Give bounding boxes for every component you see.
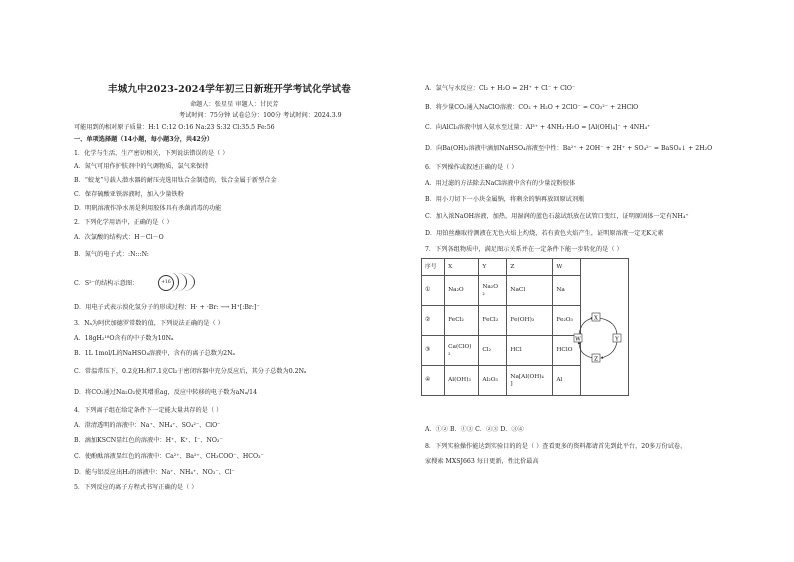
exam-title: 丰城九中2023-2024学年初三日新班开学考试化学试卷	[108, 84, 351, 95]
q4-option-d: D．能与铝反应出H₂的溶液中：Na⁺、NH₄⁺、NO₃⁻、Cl⁻	[74, 469, 235, 476]
q1-option-b: B．“蛟龙”号载人潜水器的耐压壳选用钛合金制造的，钛合金属于新型合金	[74, 177, 277, 184]
q5-option-d: D．向Ba(OH)₂溶液中滴加NaHSO₄溶液至中性：Ba²⁺ + 2OH⁻ + 2H⁺ + SO₄²⁻ = BaSO₄↓ + 2H₂O	[425, 145, 713, 152]
arrow-w-to-x	[579, 318, 593, 334]
node-y-label: Y	[615, 336, 619, 343]
table-header-cell: Y	[479, 259, 507, 276]
table-cell: Al(OH)₃	[445, 366, 479, 396]
q8-stem-continued: 家搜索 MXSJ663 每日更新，性比价最高	[425, 458, 539, 465]
q4-stem: 4．下列离子组在给定条件下一定能大量共存的是（ ）	[74, 407, 223, 414]
q5-option-b: B．将少量CO₂通入NaClO溶液：CO₂ + H₂O + 2ClO⁻ = CO₃²⁻ + 2HClO	[425, 104, 639, 111]
table-cell: Cl₂	[479, 336, 507, 366]
table-cell: ③	[422, 336, 445, 366]
table-cell: Al₂O₃	[479, 366, 507, 396]
table-header-row	[422, 259, 629, 276]
table-cell: Fe₂O₃	[553, 306, 581, 336]
q2-option-d: D．用电子式表示溴化氢分子的形成过程：H· + ·Br: ⟶ H⁺[:Br:]⁻	[74, 304, 260, 311]
node-w-label: W	[575, 336, 581, 343]
table-cell: Al	[553, 366, 581, 396]
table-cell: Na[Al(OH)₄ ]	[507, 366, 553, 396]
q7-options: A．①② B．①③ C．②③ D．③④	[425, 426, 524, 433]
q6-option-b: B．用小刀切下一小块金属钠，将剩余的钠再放回原试剂瓶	[425, 196, 585, 203]
arrow-x-to-y	[599, 318, 617, 336]
exam-authors: 命题人：张星星 审题人：甘民芳	[190, 101, 279, 108]
node-x-label: X	[594, 315, 598, 322]
node-z-label: Z	[594, 356, 598, 363]
table-header-cell: W	[553, 259, 581, 276]
table-cell: FeCl₃	[479, 306, 507, 336]
table-cell: ④	[422, 366, 445, 396]
table-cell: HClO	[553, 336, 581, 366]
q2-option-b: B．氮气的电子式：:N:::N:	[74, 251, 149, 258]
q3-option-c: C．常温常压下，0.2克H₂和7.1克Cl₂于密闭容器中充分反应后，其分子总数为0.2Nₐ	[74, 368, 307, 375]
q1-option-a: A．氮气可用作护肤剂中的气调物质，氯气来保持	[74, 163, 209, 170]
q2-stem: 2．下列化学用语中，正确的是（ ）	[74, 219, 173, 226]
table-cell: Fe(OH)₃	[507, 306, 553, 336]
q3-option-b: B．1L 1mol/L的NaHSO₄溶液中，含有的离子总数为2Nₐ	[74, 350, 235, 357]
table-cell: HCl	[507, 336, 553, 366]
table-cell: Na₂O	[445, 276, 479, 306]
q5-option-c: C．向AlCl₃溶液中加入氨水至过量：Al³⁺ + 4NH₃·H₂O = [Al(OH)₄]⁻ + 4NH₄⁺	[425, 124, 651, 131]
q4-option-c: C．使酚酞溶液显红色的溶液中：Ca²⁺、Ba²⁺、CH₃COO⁻、HCO₃⁻	[74, 453, 264, 460]
q7-stem: 7．下列各组物质中，满足图示关系并在一定条件下能一步转化的是（ ）	[425, 246, 623, 253]
diagram-cell	[581, 259, 629, 276]
table-cell: Na	[553, 276, 581, 306]
table-header-cell: X	[445, 259, 479, 276]
table-cell: ②	[422, 306, 445, 336]
exam-meta: 考试时间：75分钟 试卷总分：100分 考试时间：2024.3.9	[179, 112, 342, 119]
q8-stem: 8．下列实验操作能达到实验目的的是（ ）查看更多的资料都请首先到此平台，20多万份试卷，	[425, 443, 687, 450]
q5-option-a: A．氯气与水反应：Cl₂ + H₂O = 2H⁺ + Cl⁻ + ClO⁻	[425, 85, 576, 92]
table-row	[422, 276, 629, 306]
q6-stem: 6．下列操作或叙述正确的是（ ）	[425, 164, 518, 171]
table-cell: ①	[422, 276, 445, 306]
q3-stem: 3．Nₐ为阿伏加德罗常数的值，下列说法正确的是（ ）	[74, 320, 224, 327]
q4-option-a: A．澄清透明的溶液中：Na⁺、NH₄⁺、SO₄²⁻、ClO⁻	[74, 422, 221, 429]
table-cell: FeCl₂	[445, 306, 479, 336]
q6-option-d: D．用铂丝蘸取待测液在无色火焰上灼烧，若有黄色火焰产生，证明原溶液一定无K元素	[425, 230, 664, 237]
atomic-masses: 可能用到的相对原子质量：H:1 C:12 O:16 Na:23 S:32 Cl:35.5 Fe:56	[74, 124, 275, 131]
q6-option-c: C．加入浓NaOH溶液，加热，用湿润的蓝色石蕊试纸放在试管口变红，证明原固体一定有NH₄⁺	[425, 213, 689, 220]
conversion-cycle-diagram	[573, 312, 623, 364]
q6-option-a: A．用过滤的方法除去NaCl溶液中含有的少量淀粉胶体	[425, 180, 576, 187]
table-cell: NaCl	[507, 276, 553, 306]
table-cell: Na₂O ₂	[479, 276, 507, 306]
q4-option-b: B．滴加KSCN显红色的溶液中：H⁺、K⁺、I⁻、NO₃⁻	[74, 437, 223, 444]
table-cell: Ca(ClO) ₂	[445, 336, 479, 366]
q3-option-a: A．18gH₂¹⁸O含有的中子数为10Nₐ	[74, 335, 174, 342]
table-header-cell: 序号	[422, 259, 445, 276]
q2-option-a: A．次氯酸的结构式：H－Cl－O	[74, 234, 164, 241]
arrow-z-to-w	[579, 342, 593, 358]
q5-stem: 5．下列反应的离子方程式书写正确的是（ ）	[74, 484, 198, 491]
q1-option-c: C．保存硫酸亚铁溶液时，加入少量铁粉	[74, 191, 184, 198]
section-heading: 一、单项选择题（14小题，每小题3分，共42分）	[74, 136, 214, 143]
q3-option-d: D．将CO₂通过Na₂O₂使其增重ag，反应中转移的电子数为aNₐ/14	[74, 389, 258, 396]
q1-stem: 1．化学与生活、生产密切相关，下列说法错误的是（ ）	[74, 150, 229, 157]
arrow-y-to-z	[601, 342, 617, 358]
q1-option-d: D．明矾溶液作净水剂是利用胶体具有杀菌消毒的功能	[74, 205, 222, 212]
left-column: 丰城九中2023-2024学年初三日新班开学考试化学试卷 命题人：张星星 审题人：甘民芳 考试时间：75分钟 试卷总分：100分 考试时间：2024.3.9 可能用到的相对原子质量：H:1 C:12 O:16 Na:23 S:32 Cl:35.5 Fe:56 一、单项选择题（14小题，每小题3分，共42分） 1．化学与生活、生产密切相关，下列说法错误的是（ ） A．氮气可用作护肤剂中的气调物质，氯气来保持 B．“蛟龙”号载人潜水器的耐压壳选用钛合金制造的，钛合金属于新型合金 C．保存硫酸亚铁溶液时，加入少量铁粉 D．明矾溶液作净水剂是利用胶体具有杀菌消毒的功能 2．下列化学用语中，正确的是（ ） A．次氯酸的结构式：H－Cl－O B．氮气的电子式：:N:::N: C．S²⁻的结构示意图： +16 D．用电子式表示溴化氢分子的形成过程：H· + ·Br: ⟶ H⁺[:Br:]⁻ 3．Nₐ为阿伏加德罗常数的值，下列说法正确的是（ ） A．18gH₂¹⁸O含有的中子数为10Nₐ B．1L 1mol/L的NaHSO₄溶液中，含有的离子总数为2Nₐ C．常温常压下，0.2克H₂和7.1克Cl₂于密闭容器中充分反应后，其分子总数为0.2Nₐ D．将CO₂通过Na₂O₂使其增重ag，反应中转移的电子数为aNₐ/14 4．下列离子组在给定条件下一定能大量共存的是（ ） A．澄清透明的溶液中：Na⁺、NH₄⁺、SO₄²⁻、ClO⁻ B．滴加KSCN显红色的溶液中：H⁺、K⁺、I⁻、NO₃⁻ C．使酚酞溶液显红色的溶液中：Ca²⁺、Ba²⁺、CH₃COO⁻、HCO₃⁻ D．能与铝反应出H₂的溶液中：Na⁺、NH₄⁺、NO₃⁻、Cl⁻ 5．下列反应的离子方程式书写正确的是（ ）	[74, 84, 351, 491]
q2-option-c: C．S²⁻的结构示意图：	[74, 280, 139, 287]
table-header-cell: Z	[507, 259, 553, 276]
